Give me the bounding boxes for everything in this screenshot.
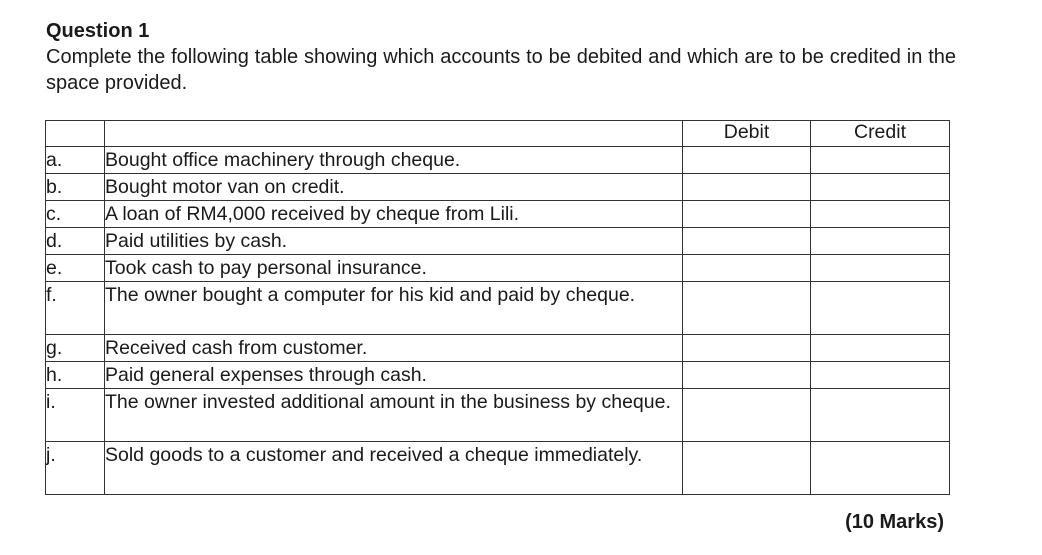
table-row: [46, 282, 950, 335]
debit-cell[interactable]: [683, 228, 811, 255]
table-row: [46, 255, 950, 282]
header-description: [105, 121, 683, 147]
debit-cell[interactable]: [683, 362, 811, 389]
row-letter: c.: [46, 201, 105, 228]
credit-cell[interactable]: [811, 362, 950, 389]
row-description: Bought office machinery through cheque.: [105, 147, 683, 174]
credit-cell[interactable]: [811, 282, 950, 335]
debit-cell[interactable]: [683, 442, 811, 495]
credit-cell[interactable]: [811, 335, 950, 362]
credit-cell[interactable]: [811, 147, 950, 174]
row-description: Paid general expenses through cash.: [105, 362, 683, 389]
table-row: [46, 442, 950, 495]
row-letter: f.: [46, 282, 105, 335]
credit-cell[interactable]: [811, 442, 950, 495]
row-letter: d.: [46, 228, 105, 255]
credit-cell[interactable]: [811, 174, 950, 201]
row-description: The owner invested additional amount in the business by cheque.: [105, 389, 683, 442]
accounts-table: [45, 120, 950, 495]
row-description: A loan of RM4,000 received by cheque from Lili.: [105, 201, 683, 228]
credit-cell[interactable]: [811, 255, 950, 282]
question-title: Question 1: [46, 20, 150, 42]
table-row: [46, 147, 950, 174]
row-letter: i.: [46, 389, 105, 442]
row-description: Sold goods to a customer and received a cheque immediately.: [105, 442, 683, 495]
debit-cell[interactable]: [683, 255, 811, 282]
row-description: Took cash to pay personal insurance.: [105, 255, 683, 282]
debit-cell[interactable]: [683, 389, 811, 442]
debit-cell[interactable]: [683, 201, 811, 228]
credit-cell[interactable]: [811, 389, 950, 442]
header-letter: [46, 121, 105, 147]
marks-label: (10 Marks): [845, 511, 944, 533]
table-header-row: [46, 121, 950, 147]
debit-cell[interactable]: [683, 174, 811, 201]
row-letter: b.: [46, 174, 105, 201]
table-row: [46, 174, 950, 201]
header-credit: Credit: [811, 121, 950, 147]
debit-cell[interactable]: [683, 282, 811, 335]
debit-cell[interactable]: [683, 335, 811, 362]
row-description: Received cash from customer.: [105, 335, 683, 362]
row-description: The owner bought a computer for his kid and paid by cheque.: [105, 282, 683, 335]
debit-cell[interactable]: [683, 147, 811, 174]
table-row: [46, 389, 950, 442]
header-debit: Debit: [683, 121, 811, 147]
credit-cell[interactable]: [811, 228, 950, 255]
table-row: [46, 201, 950, 228]
row-letter: e.: [46, 255, 105, 282]
row-description: Paid utilities by cash.: [105, 228, 683, 255]
table-row: [46, 335, 950, 362]
table-row: [46, 228, 950, 255]
row-description: Bought motor van on credit.: [105, 174, 683, 201]
credit-cell[interactable]: [811, 201, 950, 228]
question-instructions: Complete the following table showing which accounts to be debited and which are to be credited in the space provided.: [46, 46, 956, 94]
row-letter: g.: [46, 335, 105, 362]
row-letter: a.: [46, 147, 105, 174]
row-letter: j.: [46, 442, 105, 495]
row-letter: h.: [46, 362, 105, 389]
table-row: [46, 362, 950, 389]
